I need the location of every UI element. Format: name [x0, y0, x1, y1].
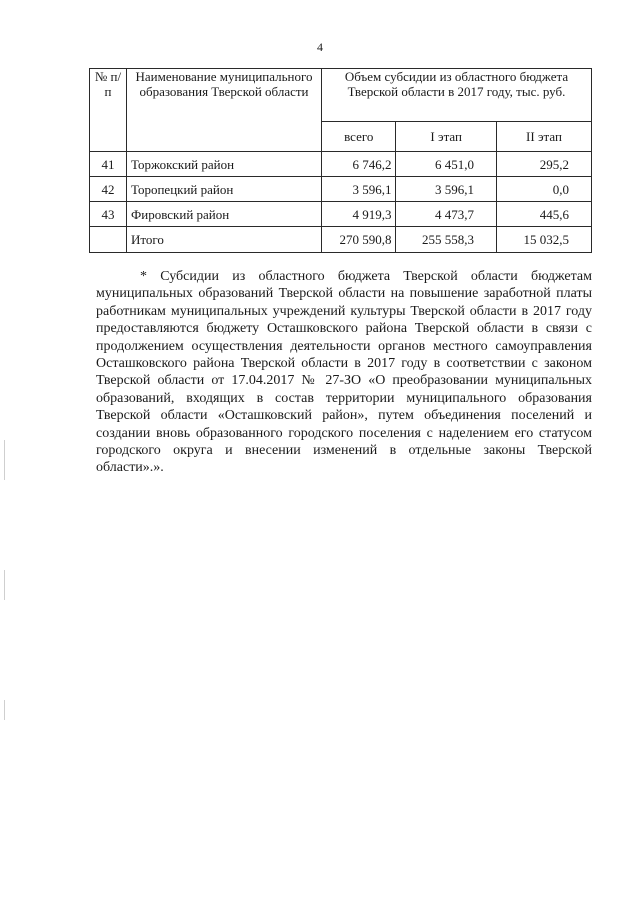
page-number: 4 — [317, 40, 323, 54]
row-total: 4 919,3 — [322, 202, 396, 227]
table-row — [90, 177, 592, 202]
row-total: 3 596,1 — [322, 177, 396, 202]
row-stage-2: 445,6 — [496, 202, 591, 227]
row-number: 42 — [90, 177, 127, 202]
total-value: 270 590,8 — [322, 227, 396, 253]
row-name: Фировский район — [127, 202, 322, 227]
table-row — [90, 152, 592, 177]
total-number — [90, 227, 127, 253]
row-stage-2: 295,2 — [496, 152, 591, 177]
header-municipality: Наименование муниципального образования Тверской области — [127, 69, 322, 152]
row-name: Торжокский район — [127, 152, 322, 177]
scan-margin-mark — [4, 700, 5, 720]
scan-margin-mark — [4, 440, 5, 480]
row-name: Торопецкий район — [127, 177, 322, 202]
table-row — [90, 202, 592, 227]
row-number: 41 — [90, 152, 127, 177]
footnote: * Субсидии из областного бюджета Тверской области бюджетам муниципальных образований Тверской области на повышение заработной платы работникам муниципальных учреждений культуры Тверской области в 2017 году предоставляются бюджету Осташковского района Тверской области в связи с продолжением осуществления деятельности органов местного самоуправления Осташковского района Тверской области в 2017 году в соответствии с законом Тверской области от 17.04.2017 № 27-ЗО «О преобразовании муниципальных образований, входящих в состав территории муниципального образования Тверской области «Осташковский район», путем объединения поселений и создании вновь образованного городского поселения с наделением его статусом городского округа и внесении изменений в отдельные законы Тверской области».». — [96, 269, 592, 476]
total-stage-2: 15 032,5 — [496, 227, 591, 253]
row-stage-1: 6 451,0 — [396, 152, 496, 177]
row-stage-1: 4 473,7 — [396, 202, 496, 227]
header-number: № п/п — [90, 69, 127, 152]
row-total: 6 746,2 — [322, 152, 396, 177]
header-stage-1: I этап — [396, 122, 496, 152]
subsidy-table — [89, 68, 592, 253]
scan-margin-mark — [4, 570, 5, 600]
total-label: Итого — [127, 227, 322, 253]
total-stage-1: 255 558,3 — [396, 227, 496, 253]
header-total: всего — [322, 122, 396, 152]
table-total-row — [90, 227, 592, 253]
row-stage-2: 0,0 — [496, 177, 591, 202]
row-number: 43 — [90, 202, 127, 227]
table-header-row — [90, 69, 592, 122]
header-subsidy-volume: Объем субсидии из областного бюджета Тверской области в 2017 году, тыс. руб. — [322, 69, 592, 122]
header-stage-2: II этап — [496, 122, 591, 152]
row-stage-1: 3 596,1 — [396, 177, 496, 202]
